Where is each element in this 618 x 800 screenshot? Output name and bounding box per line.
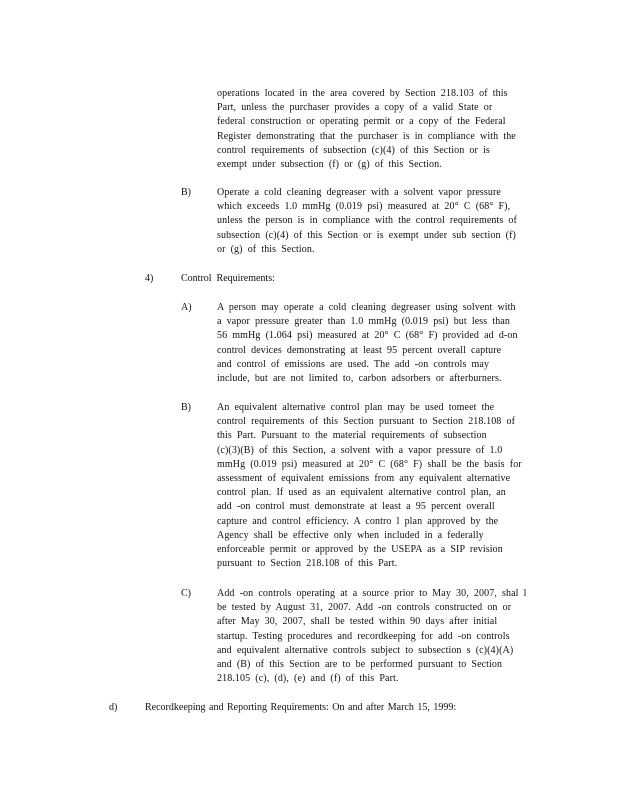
text-line: and equivalent alternative controls subject to subsection s (c)(4)(A) — [217, 644, 514, 656]
text-line: and (B) of this Section are to be performed pursuant to Section — [217, 659, 503, 671]
text-line: exempt under subsection (f) or (g) of this Section. — [217, 159, 442, 171]
section-heading-control-requirements: Control Requirements: — [181, 273, 275, 284]
text-line: federal construction or operating permit or a copy of the Federal — [217, 116, 506, 128]
item-label-4B: B) — [181, 402, 191, 413]
text-line: after May 30, 2007, shall be tested within 90 days after initial — [217, 616, 498, 628]
item-label-4C: C) — [181, 588, 191, 599]
section-heading-recordkeeping: Recordkeeping and Reporting Requirements: On and after March 15, 1999: — [145, 702, 457, 713]
item-label-4: 4) — [145, 273, 154, 284]
text-line: control devices demonstrating at least 95 percent overall capture — [217, 344, 502, 356]
text-line: Part, unless the purchaser provides a copy of a valid State or — [217, 102, 493, 114]
text-line: enforceable permit or approved by the USEPA as a SIP revision — [217, 544, 503, 556]
item-4B-paragraph — [217, 401, 522, 571]
text-line: be tested by August 31, 2007. Add -on controls constructed on or — [217, 602, 512, 614]
text-line: which exceeds 1.0 mmHg (0.019 psi) measured at 20° C (68° F), — [217, 201, 511, 213]
text-line: Operate a cold cleaning degreaser with a solvent vapor pressure — [217, 187, 501, 198]
text-line: A person may operate a cold cleaning degreaser using solvent with — [217, 302, 516, 313]
text-line: assessment of equivalent emissions from any equivalent alternative — [217, 473, 511, 485]
text-line: this Part. Pursuant to the material requirements of subsection — [217, 430, 487, 442]
text-line: pursuant to Section 218.108 of this Part. — [217, 558, 398, 570]
item-4A-paragraph — [217, 301, 518, 386]
text-line: and control of emissions are used. The add -on controls may — [217, 358, 490, 370]
text-line: add -on control must demonstrate at least a 95 percent overall — [217, 501, 495, 513]
text-line: Register demonstrating that the purchaser is in compliance with the — [217, 130, 516, 142]
text-line: control requirements of subsection (c)(4) of this Section or is — [217, 144, 490, 156]
item-4C-paragraph — [217, 587, 527, 686]
text-line: capture and control efficiency. A contro l plan approved by the — [217, 515, 499, 527]
text-line: or (g) of this Section. — [217, 243, 315, 255]
text-line: Add -on controls operating at a source prior to May 30, 2007, shal l — [217, 588, 527, 599]
item-label-d: d) — [109, 702, 118, 713]
text-line: include, but are not limited to, carbon adsorbers or afterburners. — [217, 373, 502, 385]
text-line: startup. Testing procedures and recordkeeping for add -on controls — [217, 630, 510, 642]
text-line: subsection (c)(4) of this Section or is exempt under sub section (f) — [217, 229, 516, 241]
continuation-paragraph — [217, 87, 516, 172]
text-line: control requirements of this Section pursuant to Section 218.108 of — [217, 416, 516, 428]
text-line: a vapor pressure greater than 1.0 mmHg (0.019 psi) but less than — [217, 316, 511, 328]
text-line: control plan. If used as an equivalent alternative control plan, an — [217, 487, 506, 499]
text-line: An equivalent alternative control plan may be used tomeet the — [217, 402, 495, 413]
item-3B-paragraph — [217, 186, 517, 257]
text-line: Agency shall be effective only when included in a federally — [217, 529, 484, 541]
text-line: operations located in the area covered by Section 218.103 of this — [217, 88, 508, 99]
item-label-4A: A) — [181, 302, 192, 313]
text-line: mmHg (0.019 psi) measured at 20° C (68° F) shall be the basis for — [217, 458, 522, 470]
text-line: 56 mmHg (1.064 psi) measured at 20° C (68° F) provided ad d-on — [217, 330, 518, 342]
text-line: unless the person is in compliance with the control requirements of — [217, 215, 517, 227]
text-line: 218.105 (c), (d), (e) and (f) of this Part. — [217, 673, 399, 685]
text-line: (c)(3)(B) of this Section, a solvent with a vapor pressure of 1.0 — [217, 444, 503, 456]
item-label-3B: B) — [181, 187, 191, 198]
